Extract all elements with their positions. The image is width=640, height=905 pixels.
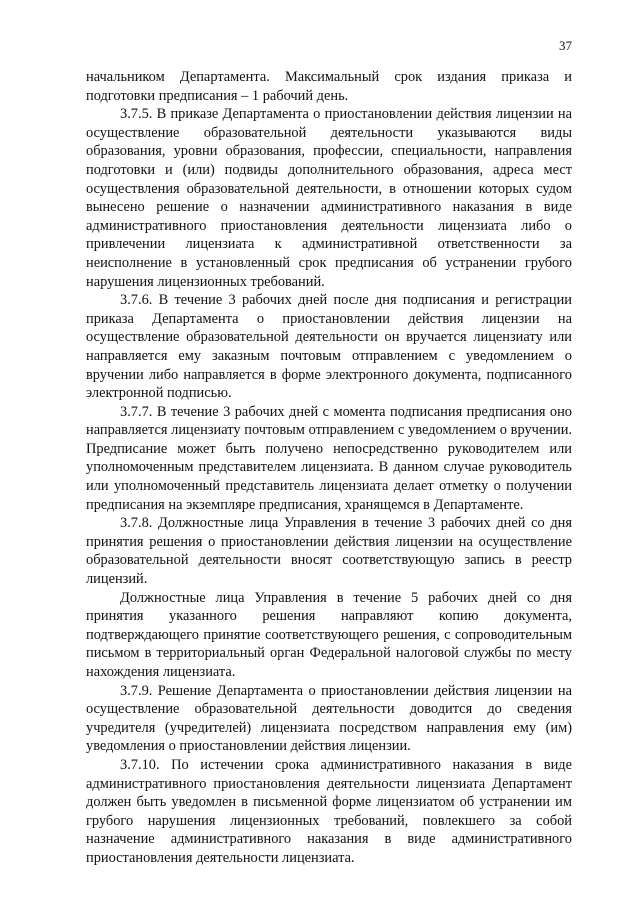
paragraph-3-7-7: 3.7.7. В течение 3 рабочих дней с момента подписания предписания оно направляется лицензиату почтовым отправлением с уведомлением о вручении. Предписание может быть получено непосредственно руководителем или уполномоченным представителем лицензиата. В данном случае руководитель или уполномоченный представитель лицензиата делает отметку о получении предписания на экземпляре предписания, хранящемся в Департаменте. bbox=[86, 403, 572, 513]
paragraph-3-7-10: 3.7.10. По истечении срока административного наказания в виде административного приостановления деятельности лицензиата Департамент должен быть уведомлен в письменной форме лицензиатом об устранении им грубого нарушения лицензионных требований, повлекшего за собой назначение административного наказания в виде административного приостановления деятельности лицензиата. bbox=[86, 756, 572, 866]
paragraph-3-7-9: 3.7.9. Решение Департамента о приостановлении действия лицензии на осуществление образовательной деятельности доводится до сведения учредителя (учредителей) лицензиата посредством направления ему (им) уведомления о приостановлении действия лицензии. bbox=[86, 682, 572, 755]
paragraph-3-7-8-second: Должностные лица Управления в течение 5 рабочих дней со дня принятия указанного решения направляют копию документа, подтверждающего принятие соответствующего решения, с сопроводительным письмом в территориальный орган Федеральной налоговой службы по месту нахождения лицензиата. bbox=[86, 589, 572, 680]
paragraph-3-7-6: 3.7.6. В течение 3 рабочих дней после дня подписания и регистрации приказа Департамента о приостановлении действия лицензии на осуществление образовательной деятельности он вручается лицензиату или направляется ему заказным почтовым отправлением с уведомлением о вручении либо направляется в форме электронного документа, подписанного электронной подписью. bbox=[86, 292, 572, 402]
paragraph-3-7-8: 3.7.8. Должностные лица Управления в течение 3 рабочих дней со дня принятия решения о приостановлении действия лицензии на осуществление образовательной деятельности вносят соответствующую запись в реестр лицензий. bbox=[86, 515, 572, 588]
paragraph-continuation: начальником Департамента. Максимальный срок издания приказа и подготовки предписания – 1 рабочий день. bbox=[86, 69, 572, 104]
page-number: 37 bbox=[559, 38, 572, 53]
document-body bbox=[86, 68, 572, 868]
paragraph-3-7-5: 3.7.5. В приказе Департамента о приостановлении действия лицензии на осуществление образовательной деятельности указываются виды образования, уровни образования, профессии, специальности, направления подготовки и (или) подвиды дополнительного образования, адреса мест осуществления образовательной деятельности, в отношении которых судом вынесено решение о назначении административного наказания в виде административного приостановления деятельности лицензиата либо о привлечении лицензиата к административной ответственности за неисполнение в установленный срок предписания об устранении грубого нарушения лицензионных требований. bbox=[86, 106, 572, 290]
